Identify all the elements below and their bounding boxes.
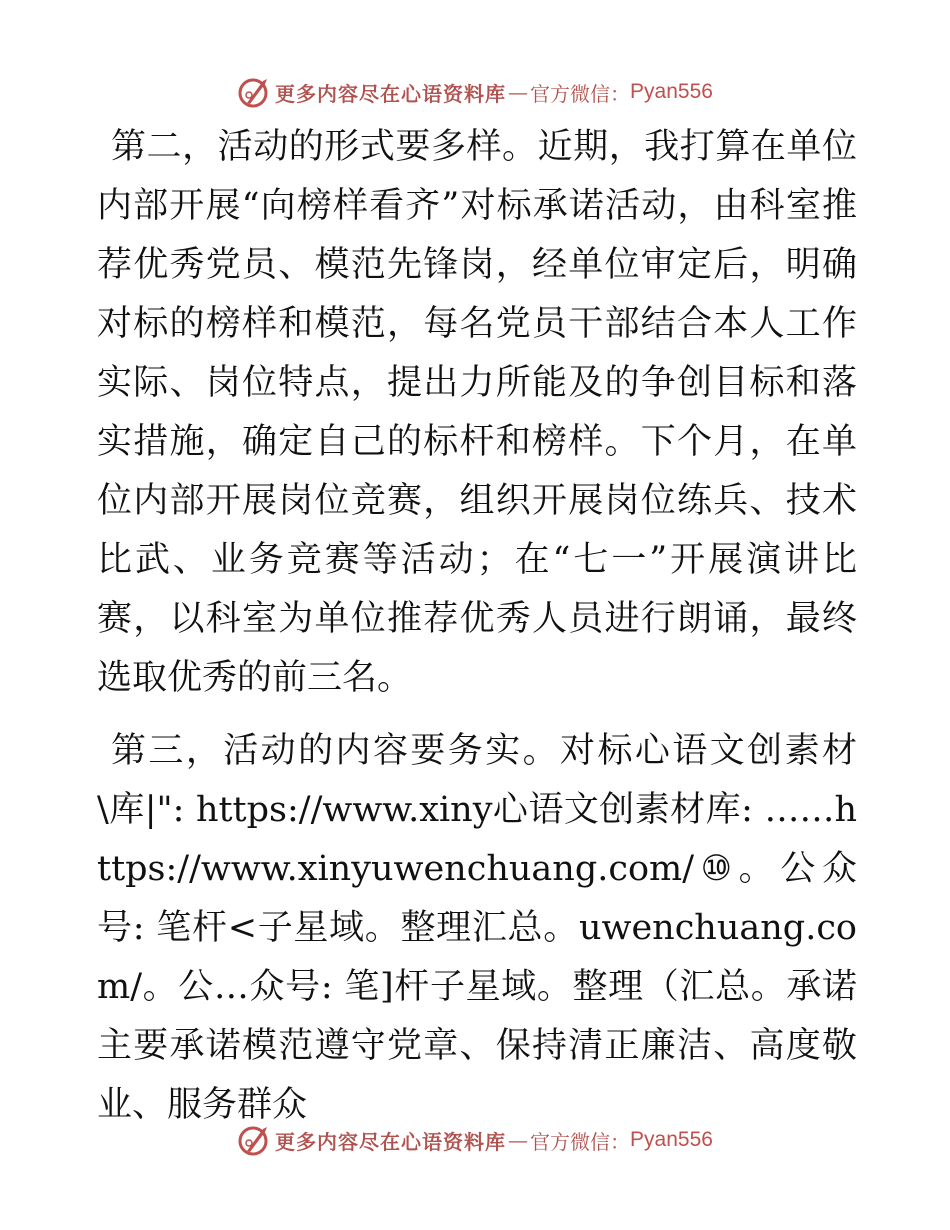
paragraph-activity-content: 第三，活动的内容要务实。对标心语文创素材\库|": https://www.xiny心语文创素材库: ……https://www.xinyuwenchuang.com/⑩。公众号: 笔杆<子星域。整理汇总。uwenchuang.com/。公…众号: 笔]杆子星域。整理（汇总。承诺主要承诺模范遵守党章、保持清正廉洁、高度敬业、服务群众 (97, 731, 857, 1125)
banner-brand-text: 更多内容尽在心语资料库 (275, 1129, 507, 1154)
document-body (97, 118, 857, 1135)
banner-wechat-label: 官方微信： (530, 1129, 631, 1154)
header-banner (0, 72, 950, 112)
banner-wechat-label: 官方微信： (530, 81, 631, 106)
paragraph-activity-form: 第二，活动的形式要多样。近期，我打算在单位内部开展“向榜样看齐”对标承诺活动，由科室推荐优秀党员、模范先锋岗，经单位审定后，明确对标的榜样和模范，每名党员干部结合本人工作实际、岗位特点，提出力所能及的争创目标和落实措施，确定自己的标杆和榜样。下个月，在单位内部开展岗位竞赛，组织开展岗位练兵、技术比武、业务竞赛等活动；在“七一”开展演讲比赛，以科室为单位推荐优秀人员进行朗诵，最终选取优秀的前三名。 (97, 127, 857, 698)
banner-wechat-id: Pyan556 (630, 1128, 713, 1151)
banner-separator: — (508, 1128, 529, 1152)
quill-logo-icon (237, 75, 271, 109)
banner-separator: — (508, 80, 529, 104)
footer-banner (0, 1120, 950, 1160)
quill-logo-icon (237, 1123, 271, 1157)
banner-brand-text: 更多内容尽在心语资料库 (275, 81, 507, 106)
banner-wechat-id: Pyan556 (630, 80, 713, 103)
